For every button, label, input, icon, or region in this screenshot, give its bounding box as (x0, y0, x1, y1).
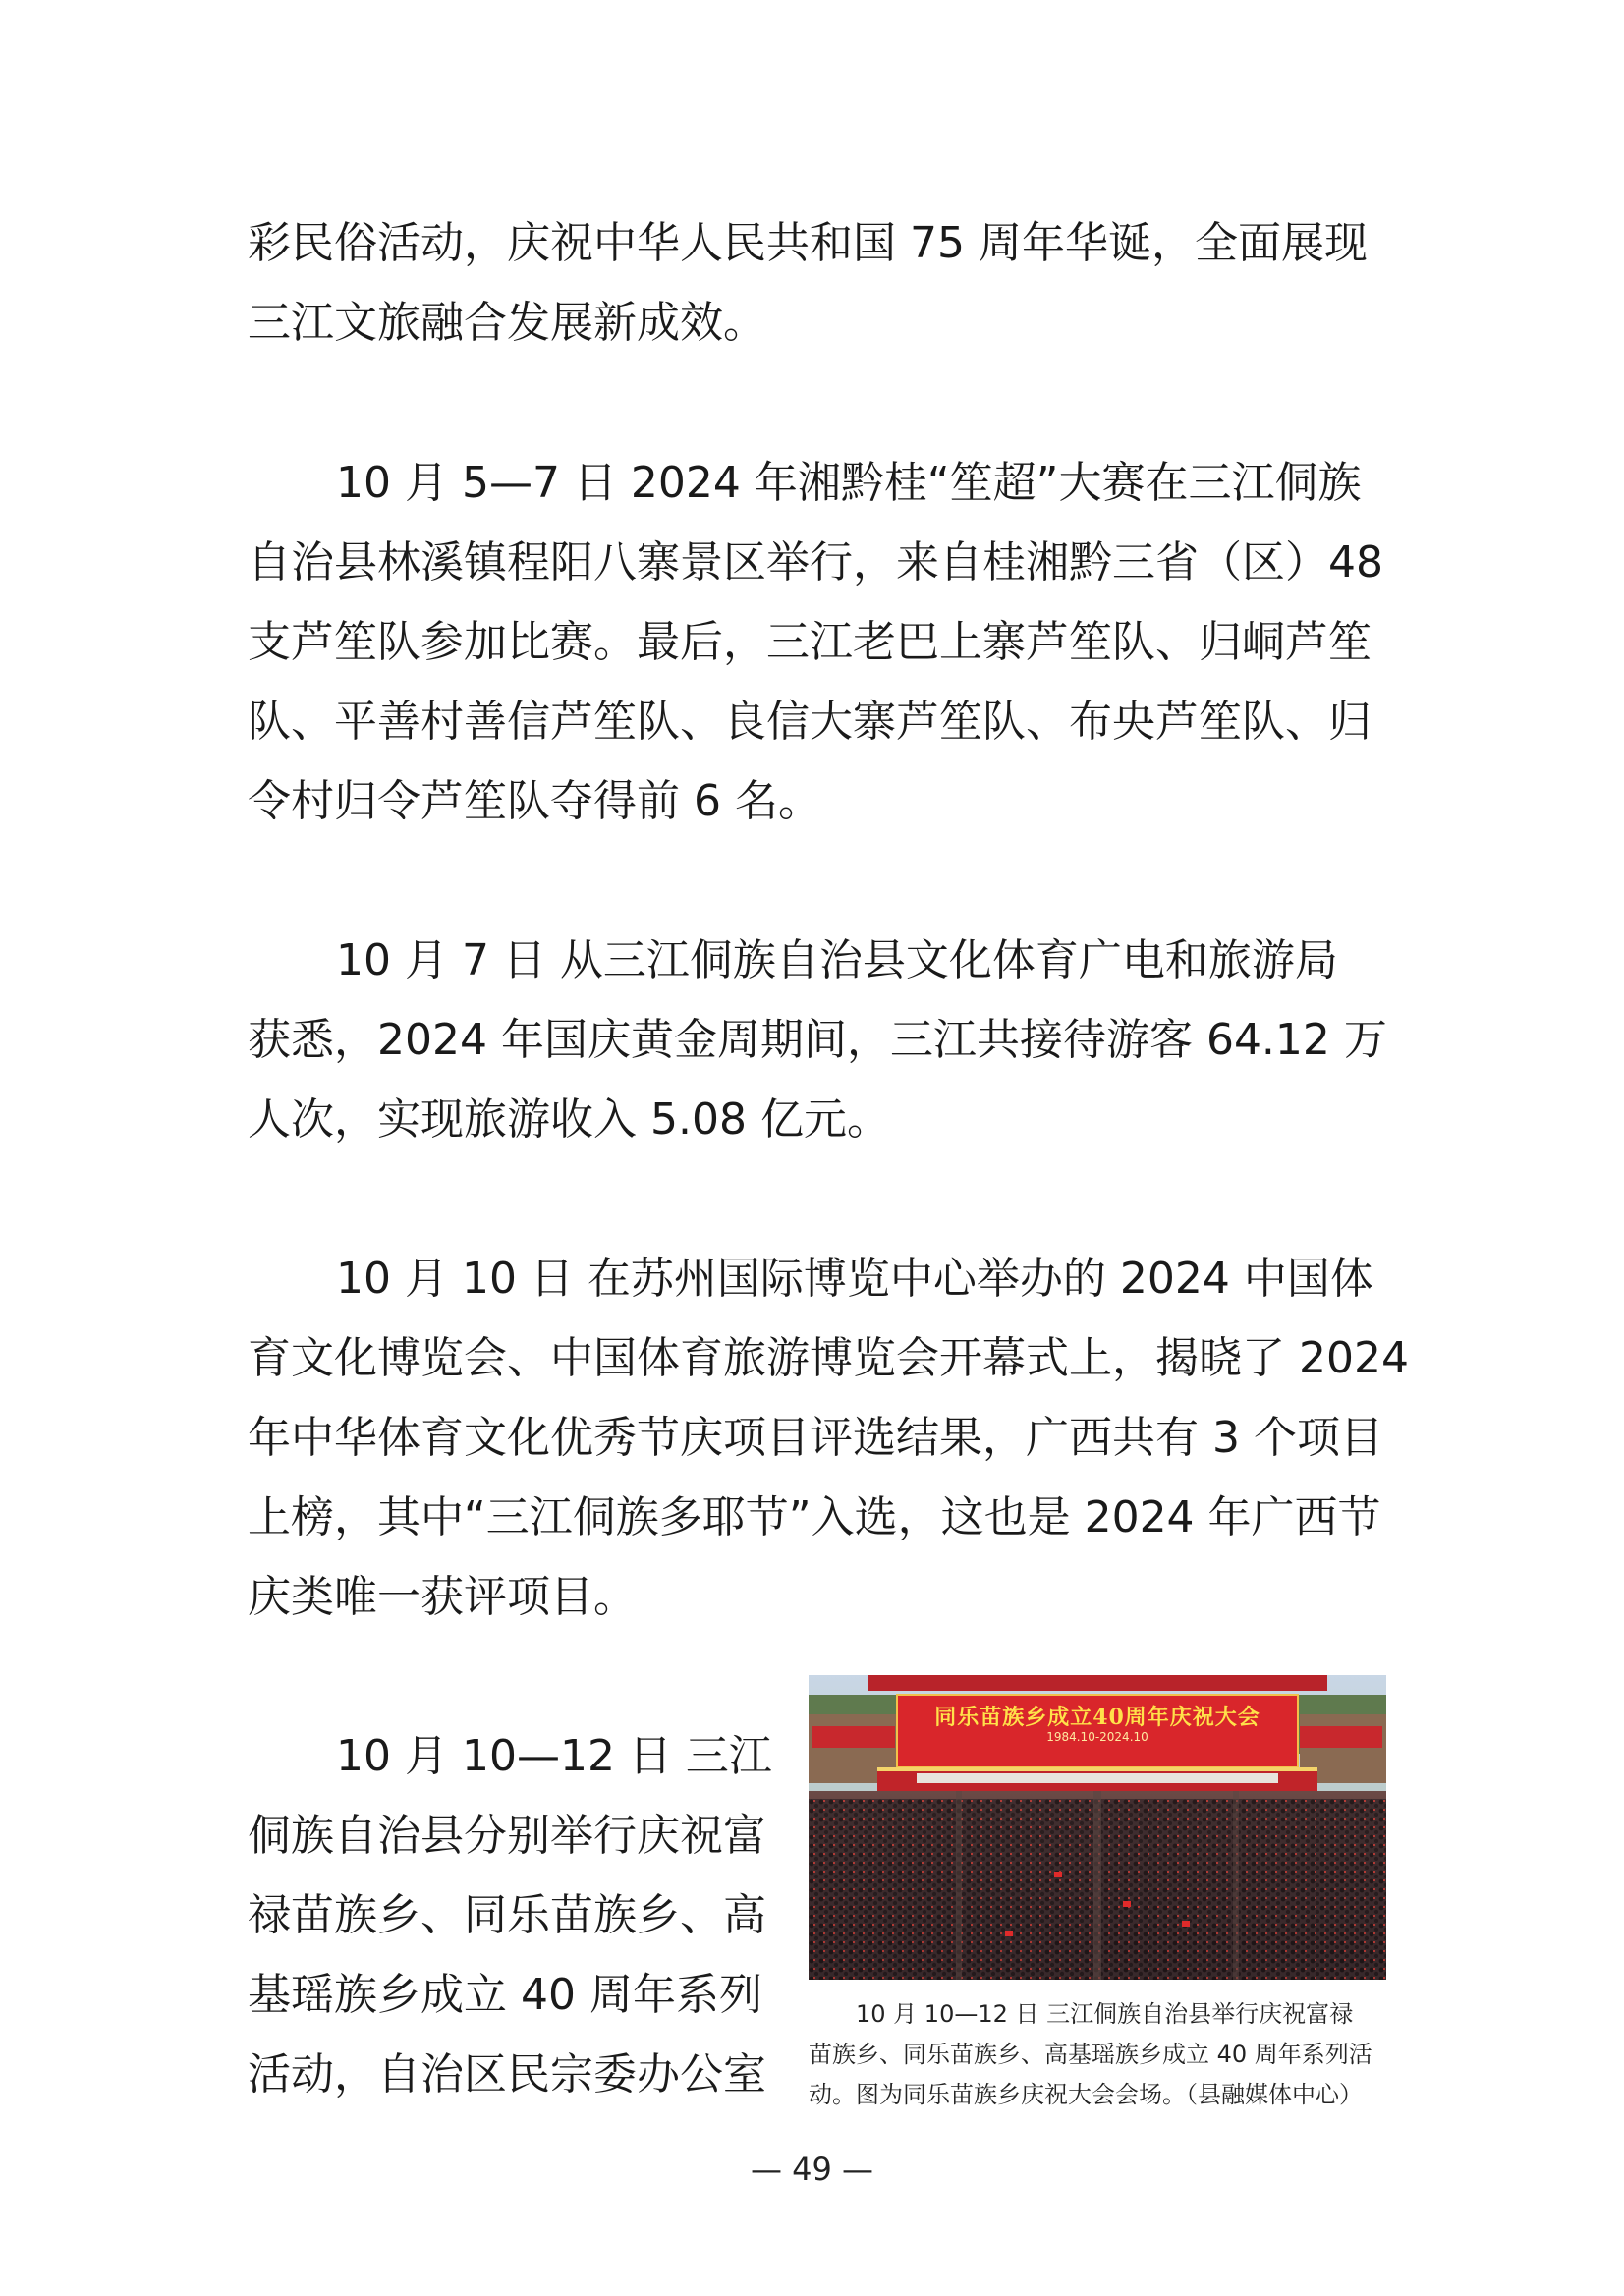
entry-date-line: 10 月 7 日 从三江侗族自治县文化体育广电和旅游局 (336, 935, 1338, 985)
entry-date-line: 10 月 10—12 日 三江 (336, 1731, 772, 1781)
photo-caption-line: 动。图为同乐苗族乡庆祝大会会场。（县融媒体中心） (809, 2081, 1363, 2108)
body-text-line: 禄苗族乡、同乐苗族乡、高 (248, 1890, 766, 1940)
celebration-photo (809, 1675, 1386, 1980)
body-text-line: 上榜，其中“三江侗族多耶节”入选，这也是 2024 年广西节 (248, 1492, 1381, 1542)
body-text-line: 育文化博览会、中国体育旅游博览会开幕式上，揭晓了 2024 (248, 1333, 1409, 1383)
body-text-line: 三江文旅融合发展新成效。 (248, 298, 766, 348)
body-text-line: 侗族自治县分别举行庆祝富 (248, 1811, 766, 1861)
body-text-line: 庆类唯一获评项目。 (248, 1572, 637, 1622)
body-text-line: 获悉，2024 年国庆黄金周期间，三江共接待游客 64.12 万 (248, 1015, 1387, 1065)
body-text-line: 自治县林溪镇程阳八寨景区举行，来自桂湘黔三省（区）48 (248, 537, 1383, 588)
body-text-line: 活动，自治区民宗委办公室 (248, 2049, 766, 2100)
body-text-line: 队、平善村善信芦笙队、良信大寨芦笙队、布央芦笙队、归 (248, 697, 1372, 747)
photo-caption-line: 10 月 10—12 日 三江侗族自治县举行庆祝富禄 (856, 2000, 1354, 2028)
body-text-line: 基瑶族乡成立 40 周年系列 (248, 1970, 762, 2020)
entry-date-line: 10 月 10 日 在苏州国际博览中心举办的 2024 中国体 (336, 1254, 1373, 1304)
entry-date-line: 10 月 5—7 日 2024 年湘黔桂“笙超”大赛在三江侗族 (336, 458, 1362, 508)
body-text-line: 支芦笙队参加比赛。最后，三江老巴上寨芦笙队、归峒芦笙 (248, 617, 1372, 667)
body-text-line: 人次，实现旅游收入 5.08 亿元。 (248, 1094, 890, 1145)
body-text-line: 年中华体育文化优秀节庆项目评选结果，广西共有 3 个项目 (248, 1413, 1383, 1463)
body-text-line: 令村归令芦笙队夺得前 6 名。 (248, 776, 821, 826)
stage-banner-subtext: 1984.10-2024.10 (1046, 1730, 1148, 1744)
stage-banner-text: 同乐苗族乡成立40周年庆祝大会 (934, 1705, 1260, 1730)
body-text-line: 彩民俗活动，庆祝中华人民共和国 75 周年华诞，全面展现 (248, 218, 1368, 268)
photo-caption-line: 苗族乡、同乐苗族乡、高基瑶族乡成立 40 周年系列活 (809, 2041, 1372, 2068)
page-number: — 49 — (750, 2151, 874, 2188)
